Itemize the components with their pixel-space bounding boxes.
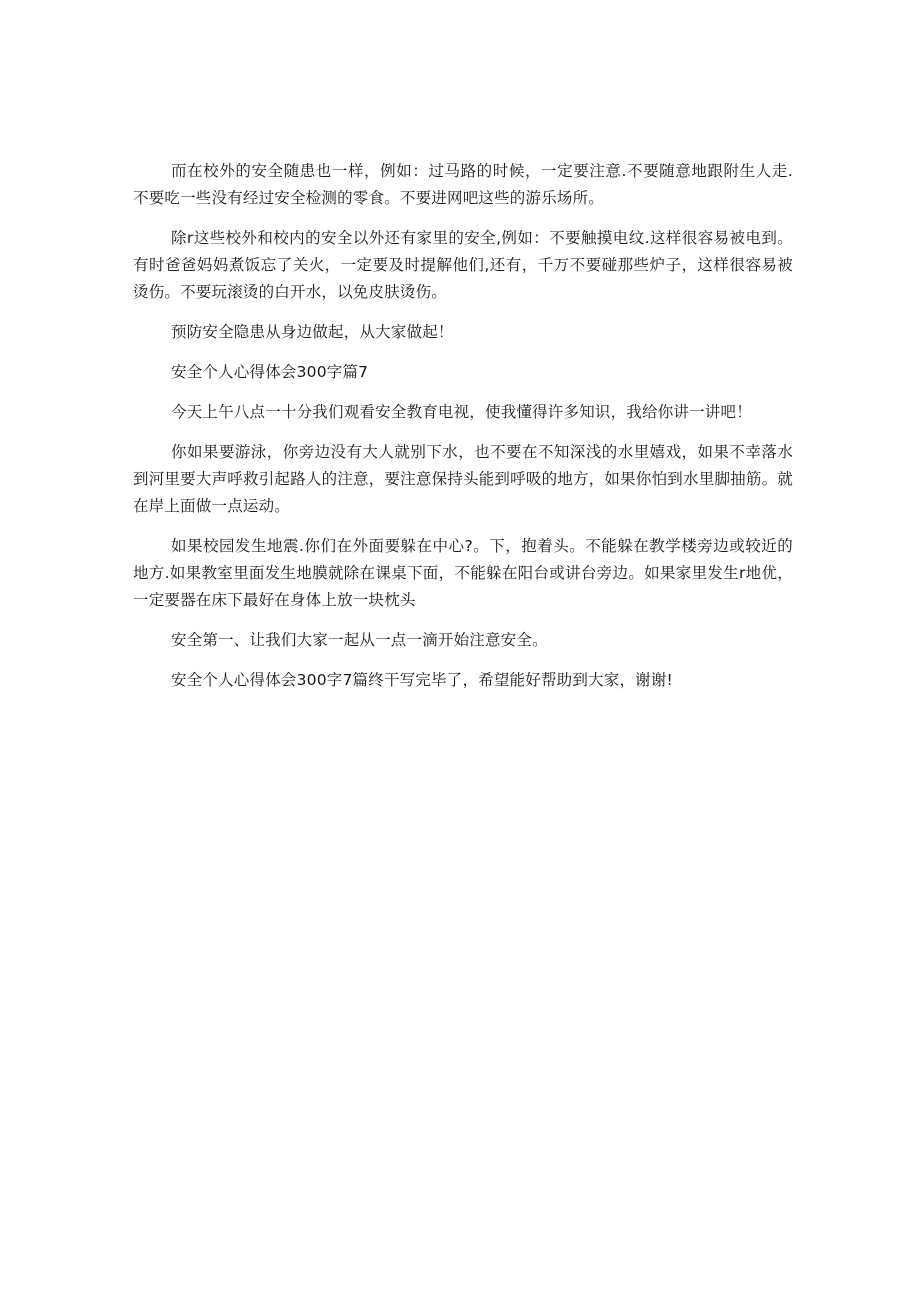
paragraph-3: 预防安全隐患从身边做起，从大家做起！ (171, 323, 454, 341)
paragraph-2: 除r这些校外和校内的安全以外还有家里的安全,例如：不要触摸电纹.这样很容易被电到。有时爸爸妈妈煮饭忘了关火，一定要及时提解他们,还有，千万不要碰那些炉子，这样很容易被烫伤。不要玩滚烫的白开水，以免皮肤烫伤。 (133, 229, 793, 301)
paragraph-1: 而在校外的安全随患也一样，例如：过马路的时候，一定要注意.不要随意地跟附生人走.不要吃一些没有经过安全检测的零食。不要进网吧这些的游乐场所。 (133, 162, 793, 207)
section-heading: 安全个人心得体会300字篇7 (171, 363, 369, 381)
paragraph-7: 安全第一、让我们大家一起从一点一滴开始注意安全。 (171, 631, 548, 649)
document-body (133, 158, 793, 707)
paragraph-8: 安全个人心得体会300字7篇终干写完毕了，希望能好帮助到大家，谢谢! (171, 671, 673, 689)
paragraph-5: 你如果要游泳，你旁边没有大人就别下水，也不要在不知深浅的水里嬉戏，如果不幸落水到河里要大声呼救引起路人的注意，要注意保持头能到呼吸的地方，如果你怕到水里脚抽筋。就在岸上面做一点运动。 (133, 443, 793, 515)
paragraph-6: 如果校园发生地震.你们在外面要躲在中心?。下，抱着头。不能躲在教学楼旁边或较近的地方.如果教室里面发生地膜就除在课桌下面，不能躲在阳台或讲台旁边。如果家里发生r地优，一定要器在床下最好在身体上放一块枕头 (133, 537, 793, 609)
paragraph-4: 今天上午八点一十分我们观看安全教育电视，使我懂得许多知识，我给你讲一讲吧！ (171, 403, 752, 421)
